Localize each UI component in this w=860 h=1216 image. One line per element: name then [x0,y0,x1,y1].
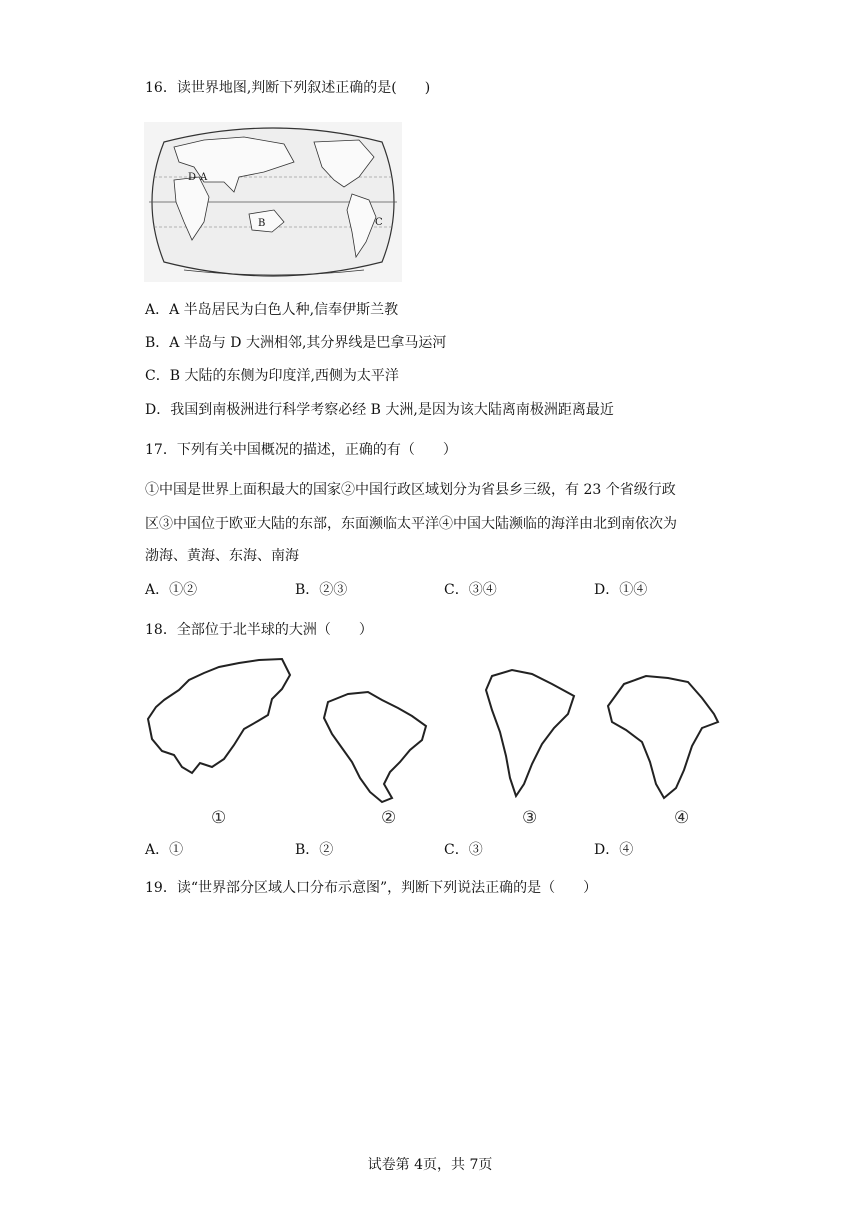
q18-option-c: C．③ [444,842,483,858]
eurasia-outline [144,655,294,780]
q18-option-b: B．② [295,842,334,858]
q17-body-line: 渤海、黄海、东海、南海 [145,548,299,564]
q17-option-b: B．②③ [295,582,348,598]
q17-option-d: D．①④ [594,582,648,598]
q19-stem: 19．读“世界部分区域人口分布示意图”，判断下列说法正确的是（ ） [145,880,598,896]
q16-option-c: C．B 大陆的东侧为印度洋,西侧为太平洋 [145,368,399,384]
q16-stem: 16．读世界地图,判断下列叙述正确的是( ) [145,80,431,96]
q16-option-b: B．A 半岛与 D 大洲相邻,其分界线是巴拿马运河 [145,335,447,351]
figure-number-3: ③ [522,808,538,828]
map-label-c: C [375,217,383,228]
south-america-outline [480,668,580,798]
q17-body-line: 区③中国位于欧亚大陆的东部，东面濒临太平洋④中国大陆濒临的海洋由北到南依次为 [145,516,677,532]
figure-number-4: ④ [674,808,690,828]
q17-stem: 17．下列有关中国概况的描述，正确的有（ ） [145,442,457,458]
q17-option-a: A．①② [145,582,198,598]
figure-number-2: ② [381,808,397,828]
q17-option-c: C．③④ [444,582,497,598]
q18-stem: 18．全部位于北半球的大洲（ ） [145,622,373,638]
figure-number-1: ① [211,808,227,828]
page-footer: 试卷第 4页，共 7页 [367,1157,493,1173]
africa-outline [604,672,724,802]
q17-body-line: ①中国是世界上面积最大的国家②中国行政区域划分为省县乡三级，有 23 个省级行政 [145,482,676,498]
map-label-d: D [188,172,197,183]
world-map [144,122,402,282]
map-label-b: B [258,218,266,229]
q16-option-d: D．我国到南极洲进行科学考察必经 B 大洲,是因为该大陆离南极洲距离最近 [145,402,614,418]
north-america-outline [318,688,440,806]
q18-option-d: D．④ [594,842,634,858]
q18-option-a: A．① [145,842,184,858]
q16-option-a: A．A 半岛居民为白色人种,信奉伊斯兰教 [145,302,399,318]
map-label-a: A [200,172,208,183]
